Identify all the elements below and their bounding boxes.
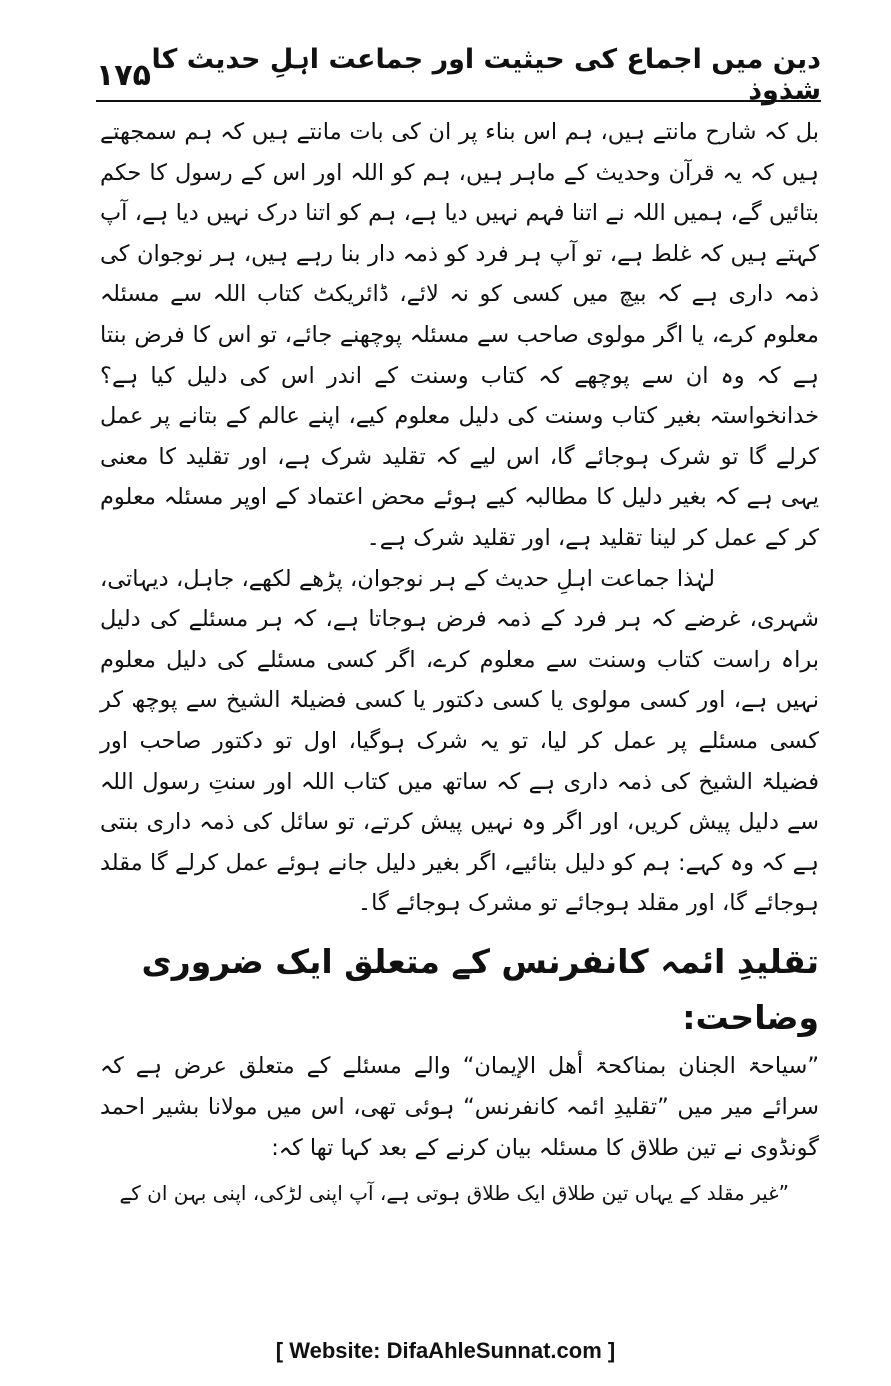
- section-heading: تقلیدِ ائمہ کانفرنس کے متعلق ایک ضروری وضاحت:: [141, 941, 819, 1037]
- paragraph: لہٰذا جماعت اہلِ حدیث کے ہر نوجوان، پڑھے لکھے، جاہل، دیہاتی، شہری، غرضے کہ ہر فرد کے ذمہ فرض ہوجاتا ہے، کہ ہر مسئلے کی دلیل براہ راست کتاب وسنت سے معلوم کرے، اگر کسی مسئلے کی دلیل معلوم نہیں ہے، اور کسی مولوی یا کسی دکتور یا کسی فضیلۃ الشیخ سے پوچھ کر کسی مسئلے پر عمل کر لیا، تو یہ شرک ہوگیا، اول تو دکتور صاحب اور فضیلۃ الشیخ کی ذمہ داری ہے کہ ساتھ میں کتاب اللہ اور سنتِ رسول اللہ سے دلیل پیش کریں، اور اگر وہ نہیں پیش کرتے، تو سائل کی ذمہ داری بنتی ہے کہ وہ کہے: ہم کو دلیل بتائیے، اگر بغیر دلیل جانے ہوئے عمل کرلے گا مقلد ہوجائے گا، اور مقلد ہوجائے تو مشرک ہوجائے گا۔: [100, 565, 819, 917]
- paragraph: ”سیاحۃ الجنان بمناکحۃ أھل الإیمان“ والے مسئلے کے متعلق عرض ہے کہ سرائے میر میں ”تقلیدِ ائمہ کانفرنس“ ہوئی تھی، اس میں مولانا بشیر احمد گونڈوی نے تین طلاق کا مسئلہ بیان کرنے کے بعد کہا تھا کہ:: [100, 1052, 819, 1161]
- website-footer: [ Website: DifaAhleSunnat.com ]: [275, 1338, 616, 1363]
- page-header: [96, 44, 821, 106]
- paragraph: بل کہ شارح مانتے ہیں، ہم اس بناء پر ان کی بات مانتے ہیں کہ ہم سمجھتے ہیں کہ یہ قرآن وحدیث کے ماہر ہیں، ہم کو اللہ اور اس کے رسول کا حکم بتائیں گے، ہمیں اللہ نے اتنا فہم نہیں دیا ہے، ہم کو اتنا درک نہیں دیا ہے، آپ کہتے ہیں کہ غلط ہے، تو آپ ہر فرد کو ذمہ دار بنا رہے ہیں، ہر نوجوان کی ذمہ داری ہے کہ بیچ میں کسی کو نہ لائے، ڈائریکٹ کتاب اللہ سے مسئلہ معلوم کرے، یا اگر مولوی صاحب سے مسئلہ پوچھنے جائے، تو اس کا فرض بنتا ہے کہ وہ ان سے پوچھے کہ کتاب وسنت کے اندر اس کی دلیل کیا ہے؟ خدانخواستہ بغیر کتاب وسنت کی دلیل معلوم کیے، اپنے عالم کے بتانے پر عمل کرلے گا تو شرک ہوجائے گا، اس لیے کہ تقلید شرک ہے، اور تقلید کا معنی یہی ہے کہ بغیر دلیل کا مطالبہ کیے ہوئے محض اعتماد کے اوپر مسئلہ معلوم کر کے عمل کر لینا تقلید ہے، اور تقلید شرک ہے۔: [100, 119, 819, 551]
- body-text: [100, 112, 819, 1213]
- header-rule: [96, 100, 821, 102]
- quote-line: ”غیر مقلد کے یہاں تین طلاق ایک طلاق ہوتی ہے، آپ اپنی لڑکی، اپنی بہن ان کے: [119, 1180, 789, 1205]
- page-number: ۱۷۵: [96, 57, 151, 93]
- running-title: دین میں اجماع کی حیثیت اور جماعت اہلِ حدیث کا شذوذ: [151, 44, 821, 106]
